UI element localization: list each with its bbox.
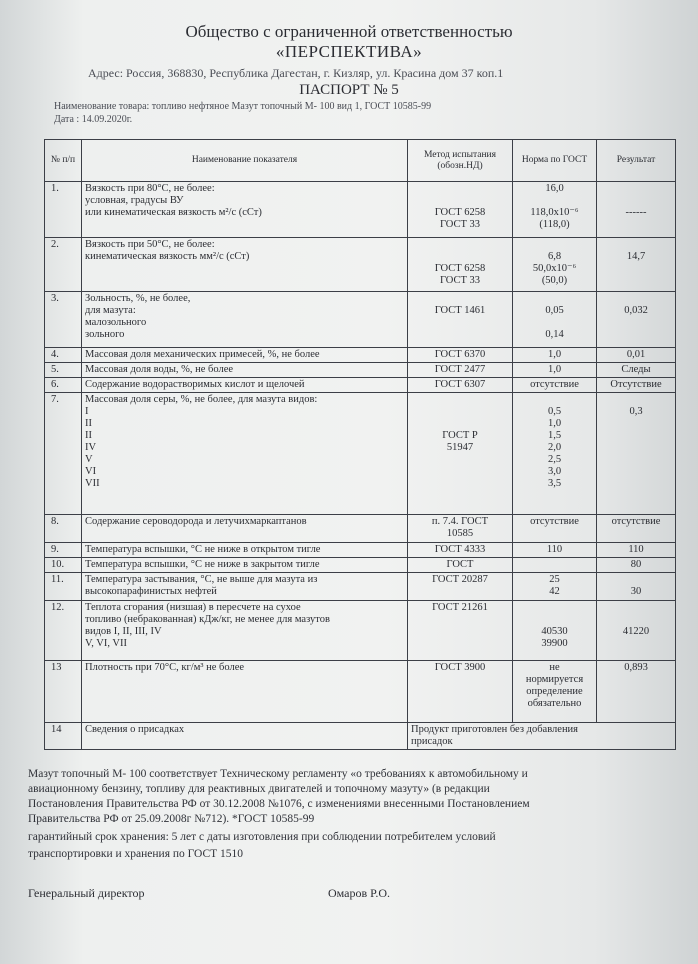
cell-line [411, 317, 509, 329]
cell-line [411, 586, 509, 598]
indicator-name [82, 515, 408, 543]
test-result [597, 363, 676, 378]
cell-line [600, 317, 672, 329]
cell-line: условная, градусы ВУ [85, 195, 184, 206]
cell-line: 30 [630, 586, 642, 597]
cell-line: 14,7 [626, 251, 646, 262]
cell-line: ГОСТ 33 [439, 275, 481, 286]
table-row [45, 601, 676, 661]
cell-line: 0,893 [624, 662, 648, 673]
row-number: 2. [45, 238, 82, 292]
cell-line: п. 7.4. ГОСТ [431, 516, 489, 527]
cell-line: ГОСТ 6258 [434, 207, 486, 218]
row-number: 6. [45, 378, 82, 393]
cell-line: 6,8 [547, 251, 562, 262]
cell-line [600, 329, 672, 341]
org-name-line1: Общество с ограниченной ответственностью [185, 22, 513, 41]
cell-line [600, 614, 672, 626]
cell-line [411, 406, 509, 418]
cell-line: ГОСТ 2477 [434, 364, 486, 375]
cell-line: высокопарафинистых нефтей [85, 586, 217, 597]
test-method [408, 573, 513, 601]
cell-line [600, 219, 672, 231]
cell-line: ГОСТ 1461 [434, 305, 486, 316]
cell-line: Отсутствие [610, 379, 662, 390]
cell-line: Теплота сгорания (низшая) в пересчете на сухое [85, 602, 301, 613]
header-name: Наименование показателя [82, 140, 408, 182]
cell-line: VI [85, 466, 97, 477]
cell-line [516, 195, 593, 207]
cell-line: 110 [628, 544, 644, 555]
test-method [408, 661, 513, 723]
signer-title: Генеральный директор [28, 886, 145, 900]
gost-norm [513, 573, 597, 601]
cell-line: ГОСТ 6370 [434, 349, 486, 360]
cell-line: Массовая доля серы, %, не более, для мазута видов: [85, 394, 318, 405]
product-name: Наименование товара: топливо нефтяное Мазут топочный М- 100 вид 1, ГОСТ 10585-99 [54, 101, 432, 112]
test-result [597, 515, 676, 543]
cell-line: ГОСТ [446, 559, 474, 570]
cell-line: Температура вспышки, °С не ниже в открытом тигле [85, 544, 321, 555]
test-result [597, 238, 676, 292]
row-number: 10. [45, 558, 82, 573]
gost-norm [513, 661, 597, 723]
table-header-row [45, 140, 676, 182]
test-method [408, 348, 513, 363]
cell-line [600, 418, 672, 430]
cell-line: (118,0) [539, 219, 570, 230]
cell-line: ------ [625, 207, 647, 218]
cell-line: 0,5 [547, 406, 562, 417]
cell-line: видов I, II, III, IV [85, 626, 162, 637]
cell-line: 2,5 [547, 454, 562, 465]
cell-line: Сведения о присадках [85, 724, 185, 735]
cell-line [411, 614, 509, 626]
table-row [45, 393, 676, 515]
cell-line: 25 [549, 574, 560, 585]
cell-line: Массовая доля механических примесей, %, не более [85, 349, 320, 360]
cell-line: 110 [546, 544, 563, 555]
row-number: 1. [45, 182, 82, 238]
cell-line [600, 638, 672, 650]
table-row [45, 573, 676, 601]
cell-line [516, 394, 593, 406]
cell-line: V [85, 454, 93, 465]
row-number: 8. [45, 515, 82, 543]
gost-norm [513, 363, 597, 378]
cell-line [411, 638, 509, 650]
row-number: 7. [45, 393, 82, 515]
cell-line: Зольность, %, не более, [85, 293, 191, 304]
test-method [408, 558, 513, 573]
test-result [597, 661, 676, 723]
table-row [45, 292, 676, 348]
indicator-name [82, 723, 408, 750]
test-method [408, 393, 513, 515]
cell-line: Продукт приготовлен без добавления [411, 724, 579, 735]
cell-line [600, 293, 672, 305]
cell-line: 40530 [541, 626, 568, 637]
gost-norm [513, 558, 597, 573]
test-result [597, 393, 676, 515]
cell-line [411, 418, 509, 430]
cell-line: Вязкость при 50°С, не более: [85, 239, 215, 250]
table-row [45, 363, 676, 378]
cell-line [600, 442, 672, 454]
cell-line: присадок [411, 736, 453, 747]
gost-norm [513, 292, 597, 348]
test-result [597, 348, 676, 363]
cell-line [516, 293, 593, 305]
header-num: № п/п [45, 140, 82, 182]
additives-info [408, 723, 676, 750]
cell-line [600, 574, 672, 586]
cell-line: Следы [621, 364, 651, 375]
footer-line-1: Мазут топочный М- 100 соответствует Техническому регламенту «о требованиях к автомобильному и [28, 768, 528, 780]
cell-line: 1,5 [547, 430, 562, 441]
test-method [408, 543, 513, 558]
cell-line: 0,14 [545, 329, 564, 340]
indicator-name [82, 378, 408, 393]
header-method: Метод испытания (обозн.НД) [408, 140, 513, 182]
cell-line: не [549, 662, 560, 673]
table-row [45, 723, 676, 750]
cell-line: ГОСТ 4333 [434, 544, 486, 555]
test-method [408, 515, 513, 543]
cell-line: нормируется [525, 674, 584, 685]
test-result [597, 182, 676, 238]
cell-line: ГОСТ 6307 [434, 379, 486, 390]
cell-line: Плотность при 70°С, кг/м³ не более [85, 662, 245, 673]
gost-norm [513, 182, 597, 238]
table-row [45, 558, 676, 573]
cell-line: 50,0х10⁻⁶ [532, 263, 577, 274]
cell-line: Содержание сероводорода и летучихмаркаптанов [85, 516, 307, 527]
cell-line: 0,01 [626, 349, 646, 360]
test-result [597, 292, 676, 348]
cell-line [411, 239, 509, 251]
cell-line: отсутствие [611, 516, 661, 527]
cell-line: I [85, 406, 89, 417]
indicator-name [82, 182, 408, 238]
passport-title: ПАСПОРТ № 5 [299, 82, 399, 98]
cell-line: зольного [85, 329, 125, 340]
cell-line: ГОСТ Р [442, 430, 478, 441]
cell-line: отсутствие [530, 379, 579, 390]
indicator-name [82, 393, 408, 515]
spec-table [44, 139, 676, 750]
row-number: 11. [45, 573, 82, 601]
org-address: Адрес: Россия, 368830, Республика Дагестан, г. Кизляр, ул. Красина дом 37 коп.1 [88, 66, 504, 80]
test-method [408, 378, 513, 393]
row-number: 4. [45, 348, 82, 363]
cell-line [600, 195, 672, 207]
row-number: 13 [45, 661, 82, 723]
cell-line [600, 454, 672, 466]
gost-norm [513, 601, 597, 661]
cell-line: 2,0 [547, 442, 562, 453]
cell-line: 1,0 [547, 364, 562, 375]
test-result [597, 601, 676, 661]
row-number: 12. [45, 601, 82, 661]
row-number: 3. [45, 292, 82, 348]
cell-line [411, 195, 509, 207]
table-row [45, 515, 676, 543]
table-row [45, 661, 676, 723]
table-row [45, 543, 676, 558]
cell-line [516, 239, 593, 251]
cell-line: II [85, 430, 92, 441]
cell-line: кинематическая вязкость мм²/с (сСт) [85, 251, 250, 262]
cell-line: VII [85, 478, 100, 489]
indicator-name [82, 543, 408, 558]
row-number: 14 [45, 723, 82, 750]
test-method [408, 292, 513, 348]
indicator-name [82, 363, 408, 378]
header-result: Результат [597, 140, 676, 182]
document-date: Дата : 14.09.2020г. [54, 114, 133, 125]
cell-line: 80 [630, 559, 642, 570]
cell-line: ГОСТ 20287 [432, 574, 488, 585]
cell-line: Температура вспышки, °С не ниже в закрытом тигле [85, 559, 320, 570]
cell-line [600, 478, 672, 490]
cell-line [411, 478, 509, 490]
indicator-name [82, 601, 408, 661]
cell-line: 51947 [446, 442, 474, 453]
test-result [597, 573, 676, 601]
cell-line: 41220 [622, 626, 650, 637]
cell-line: 16,0 [545, 183, 564, 194]
cell-line: ГОСТ 21261 [432, 602, 488, 613]
cell-line: Содержание водорастворимых кислот и щелочей [85, 379, 305, 390]
cell-line: малозольного [85, 317, 147, 328]
signer-name: Омаров Р.О. [328, 886, 391, 900]
cell-line: 10585 [446, 528, 474, 539]
cell-line: ГОСТ 6258 [434, 263, 486, 274]
cell-line [600, 602, 672, 614]
cell-line: топливо (небракованная) кДж/кг, не менее для мазутов [85, 614, 330, 625]
cell-line: 0,032 [624, 305, 648, 316]
cell-line [600, 183, 672, 195]
cell-line: 3,5 [547, 478, 562, 489]
gost-norm [513, 543, 597, 558]
cell-line [411, 293, 509, 305]
test-result [597, 378, 676, 393]
table-row [45, 378, 676, 393]
cell-line: или кинематическая вязкость м²/с (сСт) [85, 207, 262, 218]
gost-norm [513, 238, 597, 292]
cell-line: Массовая доля воды, %, не более [85, 364, 234, 375]
cell-line [411, 626, 509, 638]
cell-line: ГОСТ 3900 [434, 662, 486, 673]
cell-line [600, 466, 672, 478]
table-row [45, 182, 676, 238]
cell-line: Вязкость при 80°С, не более: [85, 183, 215, 194]
cell-line [411, 394, 509, 406]
cell-line [600, 394, 672, 406]
gost-norm [513, 348, 597, 363]
indicator-name [82, 573, 408, 601]
cell-line: определение [526, 686, 583, 697]
cell-line: ГОСТ 33 [439, 219, 481, 230]
cell-line [516, 559, 593, 571]
cell-line [600, 430, 672, 442]
gost-norm [513, 378, 597, 393]
cell-line [411, 251, 509, 263]
cell-line [600, 275, 672, 287]
test-method [408, 363, 513, 378]
footer-line-2: авиационному бензину, топливу для реактивных двигателей и топочному мазуту» (в редакции [28, 783, 490, 795]
cell-line: для мазута: [85, 305, 136, 316]
cell-line: обязательно [527, 698, 582, 709]
footer-line-3: Постановления Правительства РФ от 30.12.2008 №1076, с изменениями внесенными Постановлением [28, 798, 530, 810]
test-result [597, 558, 676, 573]
cell-line: 0,05 [545, 305, 564, 316]
indicator-name [82, 348, 408, 363]
footer-line-6: транспортировки и хранения по ГОСТ 1510 [28, 848, 244, 860]
cell-line: 0,3 [629, 406, 643, 417]
test-result [597, 543, 676, 558]
indicator-name [82, 558, 408, 573]
cell-line [600, 263, 672, 275]
indicator-name [82, 238, 408, 292]
indicator-name [82, 292, 408, 348]
cell-line: Температура застывания, °С, не выше для мазута из [85, 574, 318, 585]
test-method [408, 238, 513, 292]
cell-line: 118,0х10⁻⁶ [530, 207, 579, 218]
cell-line: II [85, 418, 92, 429]
footer-line-5: гарантийный срок хранения: 5 лет с даты изготовления при соблюдении потребителем условий [28, 831, 496, 843]
cell-line: 39900 [541, 638, 568, 649]
cell-line [516, 614, 593, 626]
footer-line-4: Правительства РФ от 25.09.2008г №712). *ГОСТ 10585-99 [28, 813, 315, 825]
cell-line: (50,0) [541, 275, 568, 286]
cell-line: отсутствие [530, 516, 579, 527]
cell-line: 1,0 [547, 349, 562, 360]
indicator-name [82, 661, 408, 723]
cell-line: 3,0 [547, 466, 562, 477]
cell-line [516, 317, 593, 329]
cell-line [600, 239, 672, 251]
table-row [45, 238, 676, 292]
gost-norm [513, 515, 597, 543]
gost-norm [513, 393, 597, 515]
row-number: 5. [45, 363, 82, 378]
header-norm: Норма по ГОСТ [513, 140, 597, 182]
cell-line: V, VI, VII [85, 638, 128, 649]
row-number: 9. [45, 543, 82, 558]
cell-line [411, 454, 509, 466]
cell-line: 1,0 [547, 418, 562, 429]
table-row [45, 348, 676, 363]
cell-line: IV [85, 442, 97, 453]
cell-line: 42 [549, 586, 560, 597]
test-method [408, 182, 513, 238]
test-method [408, 601, 513, 661]
cell-line [411, 466, 509, 478]
cell-line [516, 602, 593, 614]
cell-line [411, 183, 509, 195]
cell-line [411, 329, 509, 341]
org-name-line2: «ПЕРСПЕКТИВА» [275, 42, 423, 61]
